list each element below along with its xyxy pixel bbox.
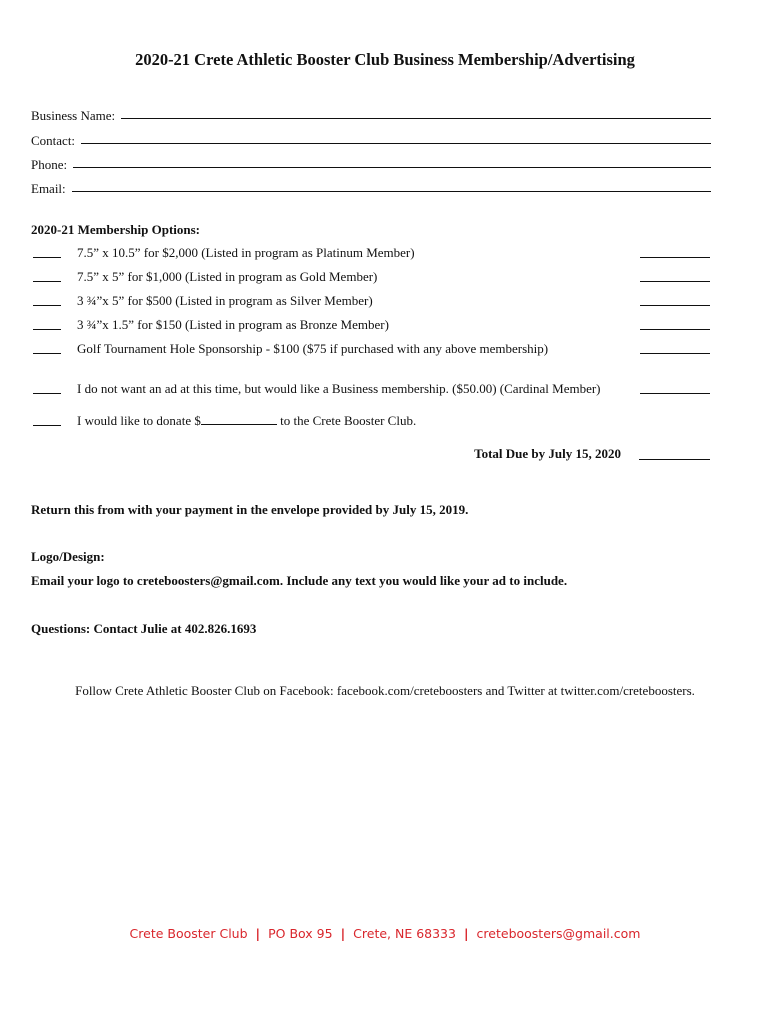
option-platinum: [33, 245, 710, 263]
option-gold-text: 7.5” x 5” for $1,000 (Listed in program as Gold Member): [77, 269, 378, 284]
questions-contact: Questions: Contact Julie at 402.826.1693: [31, 621, 257, 636]
footer-separator: |: [340, 926, 346, 941]
phone-label: Phone:: [31, 156, 68, 172]
option-silver-checkbox-blank[interactable]: [33, 305, 61, 306]
option-platinum-amount-blank[interactable]: [640, 257, 710, 258]
option-business-membership: [33, 381, 710, 399]
option-silver-amount-blank[interactable]: [640, 305, 710, 306]
option-silver: [33, 293, 710, 311]
logo-instructions: Email your logo to creteboosters@gmail.com. Include any text you would like your ad to include.: [31, 573, 568, 588]
contact-blank[interactable]: [81, 142, 711, 144]
footer-separator: |: [463, 926, 469, 941]
phone-field[interactable]: [31, 149, 711, 173]
option-business-checkbox-blank[interactable]: [33, 393, 61, 394]
business-name-label: Business Name:: [31, 108, 116, 124]
option-golf-checkbox-blank[interactable]: [33, 353, 61, 354]
option-bronze-checkbox-blank[interactable]: [33, 329, 61, 330]
business-name-field[interactable]: [31, 100, 711, 124]
option-bronze: [33, 317, 710, 335]
return-note: Return this from with your payment in the envelope provided by July 15, 2019.: [31, 502, 469, 517]
donate-prefix: I would like to donate $: [77, 413, 201, 428]
option-business-amount-blank[interactable]: [640, 393, 710, 394]
email-blank[interactable]: [72, 190, 711, 192]
option-bronze-amount-blank[interactable]: [640, 329, 710, 330]
social-follow-note: Follow Crete Athletic Booster Club on Facebook: facebook.com/creteboosters and Twitter at twitter.com/creteboosters.: [75, 683, 695, 698]
option-donate-text: [77, 413, 416, 429]
business-name-blank[interactable]: [121, 117, 711, 119]
total-due-row: [31, 446, 710, 464]
page-title: 2020-21 Crete Athletic Booster Club Business Membership/Advertising: [135, 50, 635, 69]
business-info-fields: [31, 100, 711, 197]
footer-org: Crete Booster Club: [129, 926, 248, 941]
option-golf-text: Golf Tournament Hole Sponsorship - $100 ($75 if purchased with any above membership): [77, 341, 549, 356]
option-gold: [33, 269, 710, 287]
option-bronze-text: 3 ¾”x 1.5” for $150 (Listed in program as Bronze Member): [77, 317, 389, 332]
footer-city: Crete, NE 68333: [353, 926, 456, 941]
contact-label: Contact:: [31, 132, 76, 148]
logo-heading: Logo/Design:: [31, 549, 105, 564]
option-gold-checkbox-blank[interactable]: [33, 281, 61, 282]
total-due-label: Total Due by July 15, 2020: [474, 446, 621, 461]
email-label: Email:: [31, 181, 66, 197]
footer-po-box: PO Box 95: [268, 926, 333, 941]
option-donate: [33, 413, 710, 431]
option-gold-amount-blank[interactable]: [640, 281, 710, 282]
footer-email: creteboosters@gmail.com: [476, 926, 641, 941]
option-platinum-text: 7.5” x 10.5” for $2,000 (Listed in program as Platinum Member): [77, 245, 415, 260]
contact-field[interactable]: [31, 124, 711, 148]
email-field[interactable]: [31, 173, 711, 197]
membership-options-heading: 2020-21 Membership Options:: [31, 222, 200, 237]
donate-suffix: to the Crete Booster Club.: [276, 413, 417, 428]
option-business-text: I do not want an ad at this time, but would like a Business membership. ($50.00) (Cardinal Member): [77, 381, 601, 396]
option-silver-text: 3 ¾”x 5” for $500 (Listed in program as Silver Member): [77, 293, 373, 308]
donate-amount-blank[interactable]: [201, 415, 277, 425]
footer-address: [0, 926, 770, 941]
option-platinum-checkbox-blank[interactable]: [33, 257, 61, 258]
total-due-blank[interactable]: [639, 459, 710, 460]
phone-blank[interactable]: [73, 166, 711, 168]
option-donate-checkbox-blank[interactable]: [33, 425, 61, 426]
option-golf: [33, 341, 710, 359]
option-golf-amount-blank[interactable]: [640, 353, 710, 354]
footer-separator: |: [255, 926, 261, 941]
